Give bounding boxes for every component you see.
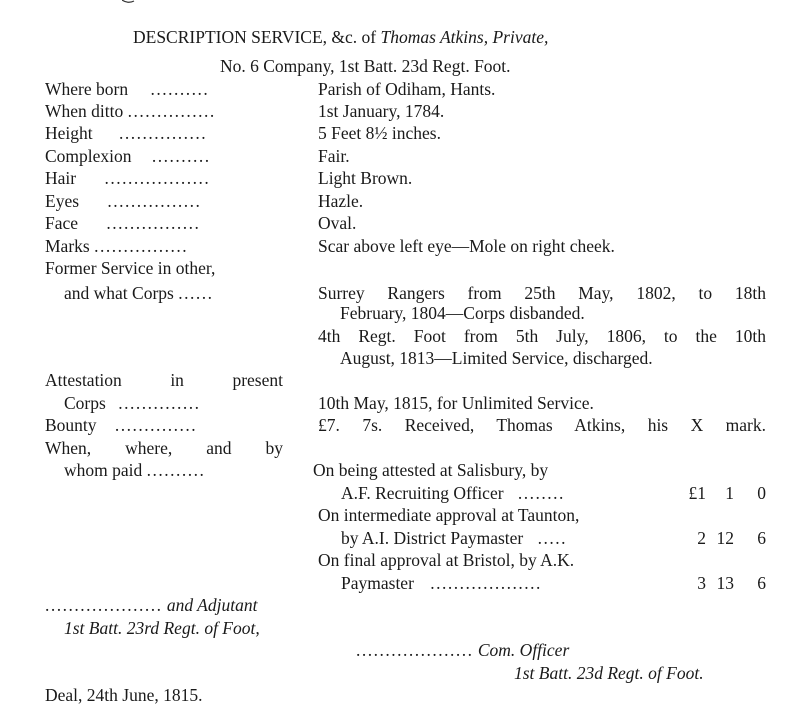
label-attestation: Attestation in present — [45, 370, 283, 390]
former-service-entry-2-line-2: August, 1813—Limited Service, discharged. — [340, 348, 653, 368]
label-marks: Marks ................ — [45, 236, 189, 256]
value-eyes: Hazle. — [318, 191, 364, 211]
label-when-paid: When, where, and by — [45, 438, 283, 458]
payment-3-pounds: 3 — [697, 573, 706, 593]
label-where-born: Where born .......... — [45, 79, 210, 99]
label-when-ditto: When ditto ............... — [45, 101, 216, 121]
label-when-paid-whom: whom paid .......... — [64, 460, 206, 480]
payment-2-pence: 6 — [757, 528, 766, 548]
value-bounty: £7. 7s. Received, Thomas Atkins, his X mark. — [318, 415, 766, 435]
label-eyes: Eyes ................ — [45, 191, 202, 211]
label-complexion: Complexion .......... — [45, 146, 211, 166]
value-height: 5 Feet 8½ inches. — [318, 123, 441, 143]
value-face: Oval. — [318, 213, 357, 233]
payment-2-line-1: On intermediate approval at Taunton, — [318, 505, 580, 525]
place-date: Deal, 24th June, 1815. — [45, 685, 203, 705]
officer-unit: 1st Batt. 23d Regt. of Foot. — [514, 663, 704, 683]
value-attestation: 10th May, 1815, for Unlimited Service. — [318, 393, 594, 413]
label-bounty: Bounty .............. — [45, 415, 198, 435]
payment-1-pence: 0 — [757, 483, 766, 503]
payment-2-line-2: by A.I. District Paymaster ..... — [341, 528, 568, 548]
adjutant-unit: 1st Batt. 23rd Regt. of Foot, — [64, 618, 260, 638]
former-service-entry-1-line-1: Surrey Rangers from 25th May, 1802, to 18th — [318, 283, 766, 303]
payment-3-shillings: 13 — [716, 573, 734, 593]
document-subtitle: No. 6 Company, 1st Batt. 23d Regt. Foot. — [220, 56, 511, 76]
title-prefix: DESCRIPTION SERVICE, &c. of — [133, 27, 377, 47]
payment-1-shillings: 1 — [725, 483, 734, 503]
title-name: Thomas Atkins, Private, — [380, 27, 549, 47]
document-title — [133, 29, 548, 47]
officer-signature: .................... Com. Officer — [356, 640, 570, 660]
label-former-service-corps: and what Corps ...... — [64, 283, 214, 303]
payment-2-pounds: 2 — [697, 528, 706, 548]
payment-3-line-1: On final approval at Bristol, by A.K. — [318, 550, 575, 570]
label-former-service: Former Service in other, — [45, 258, 216, 278]
payment-3-line-2: Paymaster ................... — [341, 573, 542, 593]
value-hair: Light Brown. — [318, 168, 413, 188]
former-service-entry-2-line-1: 4th Regt. Foot from 5th July, 1806, to the 10th — [318, 326, 766, 346]
payment-1-line-1: On being attested at Salisbury, by — [313, 460, 549, 480]
label-height: Height ............... — [45, 123, 208, 143]
payment-2-shillings: 12 — [716, 528, 734, 548]
value-where-born: Parish of Odiham, Hants. — [318, 79, 496, 99]
label-face: Face ................ — [45, 213, 201, 233]
payment-1-pounds: £1 — [688, 483, 706, 503]
value-when-ditto: 1st January, 1784. — [318, 101, 445, 121]
label-hair: Hair .................. — [45, 168, 211, 188]
payment-3-pence: 6 — [757, 573, 766, 593]
clipped-mark — [122, 0, 144, 4]
label-attestation-corps: Corps .............. — [64, 393, 201, 413]
value-complexion: Fair. — [318, 146, 350, 166]
payment-1-line-2: A.F. Recruiting Officer ........ — [341, 483, 565, 503]
value-marks: Scar above left eye—Mole on right cheek. — [318, 236, 615, 256]
former-service-entry-1-line-2: February, 1804—Corps disbanded. — [340, 303, 585, 323]
adjutant-signature: .................... and Adjutant — [45, 595, 258, 615]
